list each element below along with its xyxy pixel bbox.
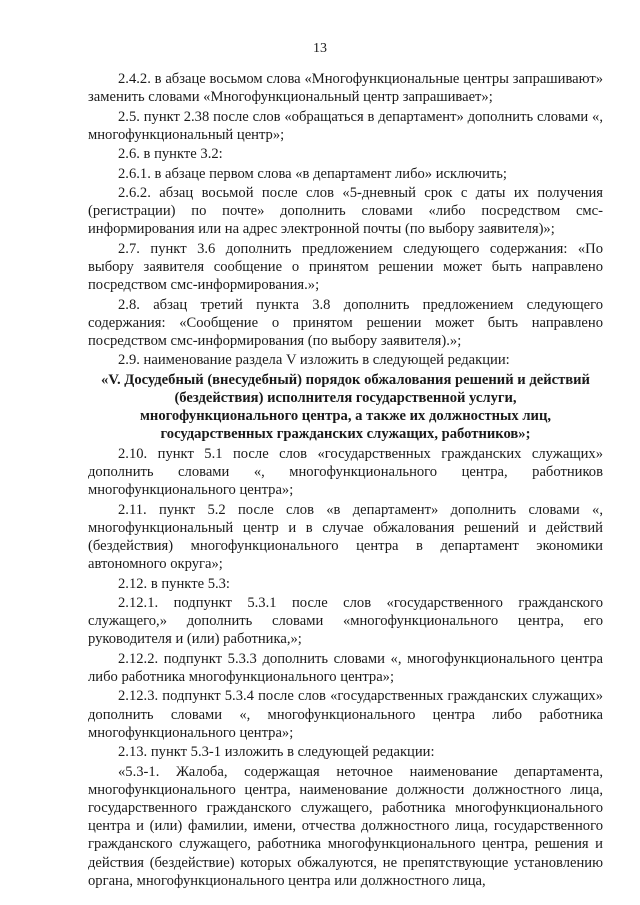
- paragraph-5-3-1: «5.3-1. Жалоба, содержащая неточное наименование департамента, многофункционального центра, наименование должности должностного лица, государственного гражданского служащего, работника многофункционального центра и (или) фамилии, имени, отчества должностного лица, государственного гражданского служащего, работника многофункционального центра, решения и действия (бездействие) которых обжалуются, не препятствующие установлению органа, многофункционального центра или должностного лица,: [88, 763, 603, 889]
- paragraph-2-5: 2.5. пункт 2.38 после слов «обращаться в департамент» дополнить словами «, многофункциональный центр»;: [88, 108, 603, 143]
- paragraph-2-12-1: 2.12.1. подпункт 5.3.1 после слов «государственного гражданского служащего,» дополнить словами «многофункционального центра, его руководителя и (или) работника,»;: [88, 594, 603, 648]
- paragraph-2-6-1: 2.6.1. в абзаце первом слова «в департамент либо» исключить;: [118, 165, 507, 182]
- paragraph-2-9: 2.9. наименование раздела V изложить в следующей редакции:: [118, 352, 510, 369]
- paragraph-2-13: 2.13. пункт 5.3-1 изложить в следующей редакции:: [118, 744, 435, 761]
- paragraph-2-12-2: 2.12.2. подпункт 5.3.3 дополнить словами «, многофункционального центра либо работника многофункционального центра»;: [88, 650, 603, 685]
- paragraph-2-8: 2.8. абзац третий пункта 3.8 дополнить предложением следующего содержания: «Сообщение о принятом решении может быть направлено посредством смс-информирования (по выбору заявителя).»;: [88, 296, 603, 349]
- document-body: [88, 70, 603, 891]
- paragraph-2-10: 2.10. пункт 5.1 после слов «государственных гражданских служащих» дополнить словами «, многофункционального центра, работников многофункционального центра»;: [88, 445, 603, 499]
- paragraph-2-7: 2.7. пункт 3.6 дополнить предложением следующего содержания: «По выбору заявителя сообщение о принятом решении может быть направлено посредством смс-информирования.»;: [88, 240, 603, 294]
- paragraph-2-12: 2.12. в пункте 5.3:: [118, 575, 230, 592]
- paragraph-2-6-2: 2.6.2. абзац восьмой после слов «5-дневный срок с даты их получения (регистрации) по почте» дополнить словами «либо посредством смс-информирования или на адрес электронной почты (по выбору заявителя)»;: [88, 184, 603, 238]
- page-number: 13: [313, 41, 327, 56]
- paragraph-2-12-3: 2.12.3. подпункт 5.3.4 после слов «государственных гражданских служащих» дополнить словами «, многофункционального центра либо работника многофункционального центра»;: [88, 688, 603, 741]
- paragraph-2-11: 2.11. пункт 5.2 после слов «в департамент» дополнить словами «, многофункциональный центр и в случае обжалования решений и действий (бездействия) многофункционального центра в департамент экономики автономного округа»;: [88, 501, 603, 573]
- section-v-heading: «V. Досудебный (внесудебный) порядок обжалования решений и действий (бездействия) исполнителя государственной услуги, многофункционального центра, а также их должностных лиц, государственных гражданских служащих, работников»;: [101, 371, 590, 443]
- paragraph-2-6: 2.6. в пункте 3.2:: [118, 146, 223, 163]
- paragraph-2-4-2: 2.4.2. в абзаце восьмом слова «Многофункциональные центры запрашивают» заменить словами «Многофункциональный центр запрашивает»;: [88, 71, 603, 106]
